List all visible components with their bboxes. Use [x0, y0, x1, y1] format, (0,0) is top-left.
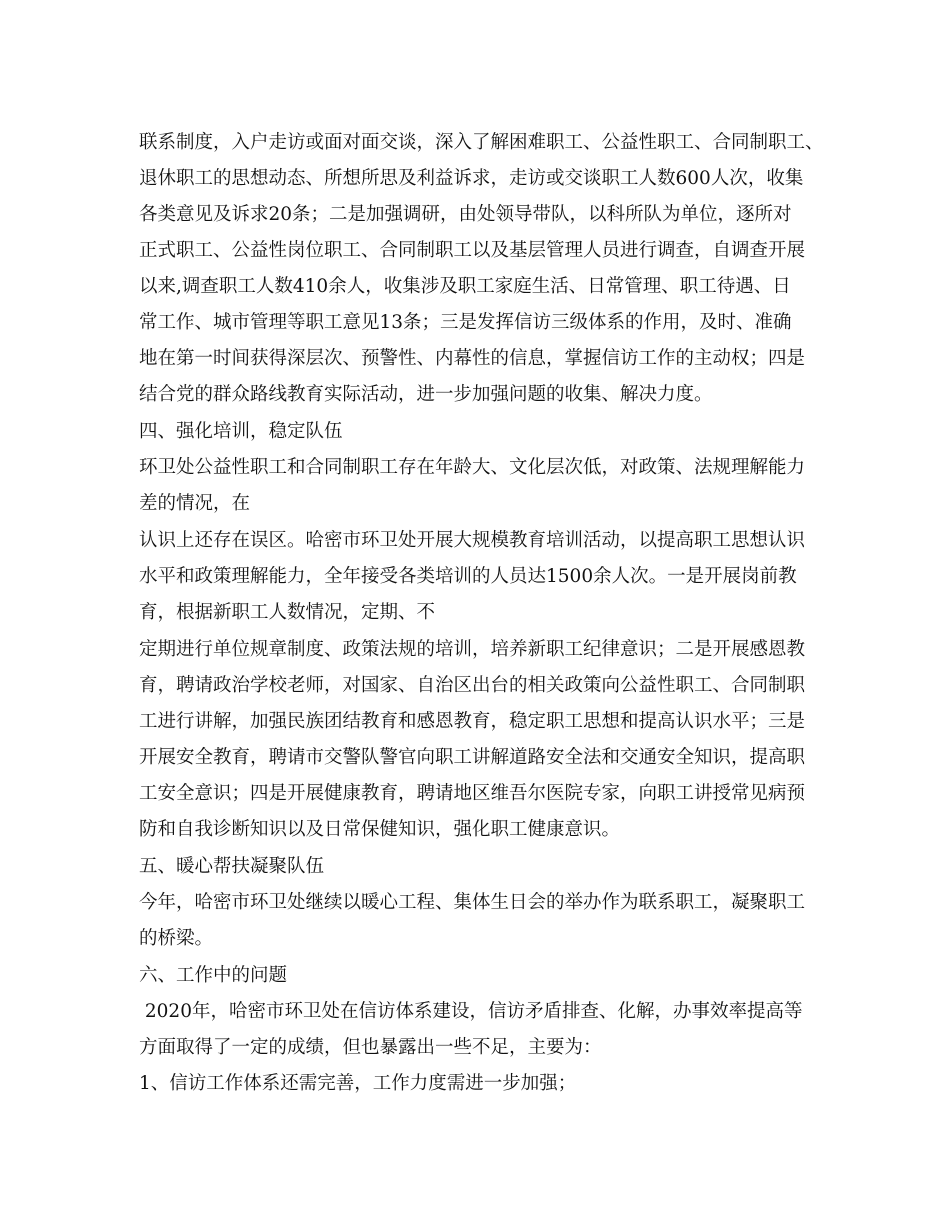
- paragraph-line: 以来,调查职工人数410余人，收集涉及职工家庭生活、日常管理、职工待遇、日: [139, 276, 791, 297]
- paragraph-line: 开展安全教育，聘请市交警队警官向职工讲解道路安全法和交通安全知识，提高职: [139, 747, 806, 768]
- paragraph-line: 育，聘请政治学校老师，对国家、自治区出台的相关政策向公益性职工、合同制职: [139, 675, 806, 696]
- paragraph-line: 认识上还存在误区。哈密市环卫处开展大规模教育培训活动，以提高职工思想认识: [139, 530, 806, 551]
- paragraph-line: 环卫处公益性职工和合同制职工存在年龄大、文化层次低，对政策、法规理解能力: [139, 457, 806, 478]
- paragraph-line: 今年，哈密市环卫处继续以暖心工程、集体生日会的举办作为联系职工，凝聚职工: [139, 892, 806, 913]
- paragraph-line: 常工作、城市管理等职工意见13条；三是发挥信访三级体系的作用，及时、准确: [139, 312, 792, 333]
- paragraph-line: 正式职工、公益性岗位职工、合同制职工以及基层管理人员进行调查，自调查开展: [139, 240, 806, 261]
- paragraph-line: 工安全意识；四是开展健康教育，聘请地区维吾尔医院专家，向职工讲授常见病预: [139, 783, 806, 804]
- paragraph-line: 方面取得了一定的成绩，但也暴露出一些不足，主要为：: [139, 1037, 602, 1058]
- section-heading: 五、暖心帮扶凝聚队伍: [139, 856, 325, 877]
- paragraph-line: 育，根据新职工人数情况，定期、不: [139, 602, 436, 623]
- paragraph-line: 定期进行单位规章制度、政策法规的培训，培养新职工纪律意识；二是开展感恩教: [139, 639, 806, 660]
- paragraph-line: 退休职工的思想动态、所想所思及利益诉求，走访或交谈职工人数600人次，收集: [139, 168, 804, 189]
- section-heading: 六、工作中的问题: [139, 965, 288, 986]
- paragraph-line: 结合党的群众路线教育实际活动，进一步加强问题的收集、解决力度。: [139, 384, 713, 405]
- paragraph-line: 2020年，哈密市环卫处在信访体系建设，信访矛盾排查、化解，办事效率提高等: [139, 1001, 803, 1022]
- paragraph-line: 各类意见及诉求20条；二是加强调研，由处领导带队，以科所队为单位，逐所对: [139, 204, 792, 225]
- paragraph-line: 地在第一时间获得深层次、预警性、内幕性的信息，掌握信访工作的主动权；四是: [139, 348, 806, 369]
- paragraph-line: 工进行讲解，加强民族团结教育和感恩教育，稳定职工思想和提高认识水平；三是: [139, 711, 806, 732]
- paragraph-line: 差的情况，在: [139, 493, 251, 514]
- paragraph-line: 防和自我诊断知识以及日常保健知识，强化职工健康意识。: [139, 819, 621, 840]
- paragraph-line: 的桥梁。: [139, 928, 214, 949]
- paragraph-line: 水平和政策理解能力，全年接受各类培训的人员达1500余人次。一是开展岗前教: [139, 566, 797, 587]
- paragraph-line: 联系制度，入户走访或面对面交谈，深入了解困难职工、公益性职工、合同制职工、: [139, 132, 824, 153]
- section-heading: 四、强化培训，稳定队伍: [139, 421, 343, 442]
- list-item: 1、信访工作体系还需完善，工作力度需进一步加强；: [139, 1073, 577, 1094]
